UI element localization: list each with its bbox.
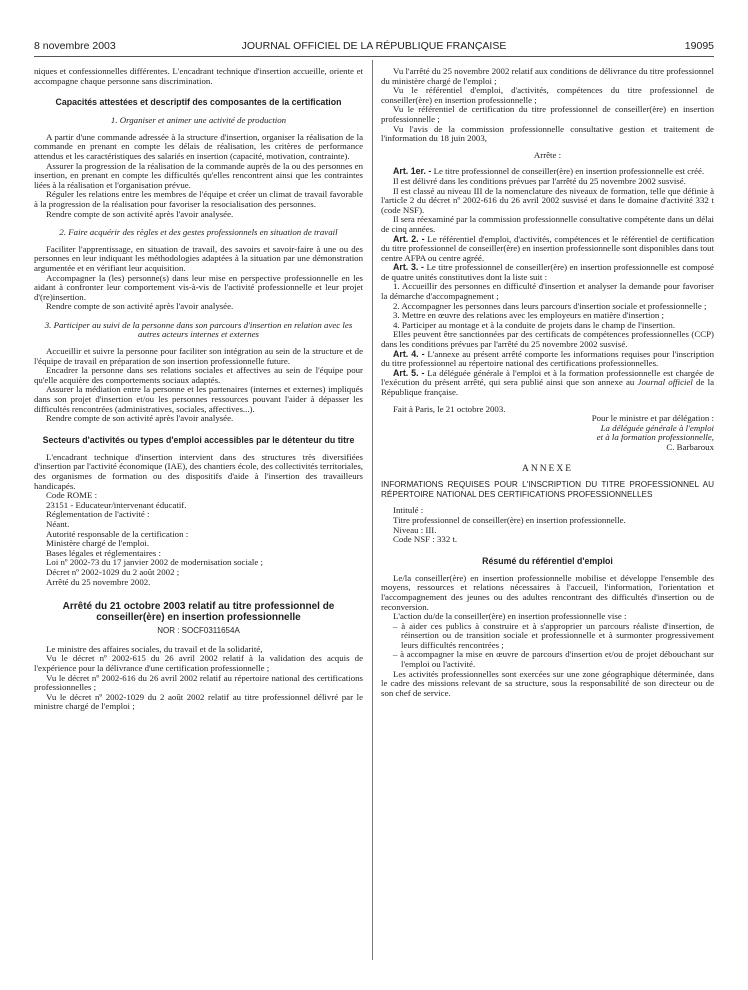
field-value: Niveau : III. xyxy=(393,524,437,535)
paragraph: Rendre compte de son activité après l'avoir analysée. xyxy=(46,413,234,424)
paragraph: Encadrer la personne dans ses relations sociales et affectives au sein de l'équipe pour qu'elle acquière des comportements sociaux adaptés. xyxy=(34,365,363,385)
paragraph: Rendre compte de son activité après l'avoir analysée. xyxy=(46,208,234,219)
paragraph: Faciliter l'apprentissage, en situation de travail, des savoirs et savoir-faire à une ou des personnes en leur indiquant les méthodologies adaptées à la situation par une démonstration argumentée et en vérifiant leur acquisition. xyxy=(34,243,363,273)
article-text: Le titre professionnel de conseiller(ère) en insertion professionnelle est créé. xyxy=(433,166,705,177)
journal-name: Journal officiel xyxy=(637,377,693,388)
nor-reference: NOR : SOCF0311654A xyxy=(157,626,240,636)
list-item: 2. Accompagner les personnes dans leurs parcours d'insertion sociale et professionnelle ; xyxy=(393,300,707,311)
paragraph: Il est délivré dans les conditions prévues par l'arrêté du 25 novembre 2002 susvisé. xyxy=(393,175,686,186)
header-rule xyxy=(34,56,714,57)
paragraph: Vu le décret nº 2002-1029 du 2 août 2002 relatif au titre professionnel délivré par le ministre chargé de l'emploi ; xyxy=(34,691,363,712)
paragraph: Il est classé au niveau III de la nomenclature des niveaux de formation, telle que définie à l'article 2 du décret nº 2002-616 du 26 avril 2002 susvisé et dans le domaine d'activité 332 t (code NSF). xyxy=(381,185,714,215)
paragraph: L'encadrant technique d'insertion intervient dans des structures très diversifiées d'insertion par l'activité économique (IAE), des chantiers école, des collectivités territoriales, des organismes de formation ou des dispositifs d'aide à l'insertion des travailleurs handicapés. xyxy=(34,451,363,491)
signatory-name: C. Barbaroux xyxy=(666,441,714,452)
field-label: Autorité responsable de la certification : xyxy=(46,528,189,539)
field-value: Loi nº 2002-73 du 17 janvier 2002 de modernisation sociale ; xyxy=(46,557,263,568)
date-line: Fait à Paris, le 21 octobre 2003. xyxy=(393,403,506,414)
field-label: Code ROME : xyxy=(46,490,98,501)
list-item: 3. Mettre en œuvre des relations avec les employeurs en matière d'insertion ; xyxy=(393,310,664,321)
article-label: Art. 1er. - xyxy=(393,166,432,177)
paragraph: Vu le référentiel de certification du titre professionnel de conseiller(ère) en insertion professionnelle ; xyxy=(381,104,714,124)
subsection-title: 3. Participer au suivi de la personne dans son parcours d'insertion en relation avec les autres acteurs internes et externes xyxy=(44,319,353,340)
paragraph: Elles peuvent être sanctionnées par des certificats de compétences professionnelles (CCP) dans les conditions prévues par l'arrêté du 25 novembre 2002 susvisé. xyxy=(381,329,714,350)
article-label: Art. 5. - xyxy=(393,367,425,378)
field-value: Titre professionnel de conseiller(ère) en insertion professionnelle. xyxy=(393,514,626,525)
list-item: – à aider ces publics à construire et à s'approprier un parcours réaliste d'insertion, de réinsertion ou de transition sociale et professionnelle et à surmonter progressivement leurs difficultés rencontrées ; xyxy=(393,620,714,650)
field-label: Intitulé : xyxy=(393,505,424,516)
paragraph: L'action du/de la conseiller(ère) en insertion professionnelle vise : xyxy=(393,611,627,622)
article-label: Art. 3. - xyxy=(393,262,424,273)
column-divider xyxy=(372,60,373,960)
header-journal-title: JOURNAL OFFICIEL DE LA RÉPUBLIQUE FRANÇAISE xyxy=(241,40,507,52)
paragraph: Assurer la médiation entre la personne et les partenaires (internes et externes) impliqués dans son projet d'insertion et/ou les personnes ressources pouvant l'aider à dépasser les difficultés rencontrées (administratives, sociales, affectives...). xyxy=(34,384,363,414)
subsection-title: 1. Organiser et animer une activité de production xyxy=(110,115,287,126)
field-value: 23151 - Educateur/intervenant éducatif. xyxy=(46,499,187,510)
paragraph: Vu l'arrêté du 25 novembre 2002 relatif aux conditions de délivrance du titre professionnel du ministère chargé de l'emploi ; xyxy=(381,66,714,86)
dash-list xyxy=(381,622,714,670)
field-value: Décret nº 2002-1029 du 2 août 2002 ; xyxy=(46,566,180,577)
arrete-label: Arrête : xyxy=(533,149,562,160)
signature-line: et à la formation professionnelle, xyxy=(596,432,714,443)
paragraph: niques et confessionnelles différentes. L'encadrant technique d'insertion accueille, oriente et accompagne chaque personne sans discrimination. xyxy=(34,66,363,86)
article-text: Le titre professionnel de conseiller(ère) en insertion professionnelle est composé de quatre unités constitutives dont la liste suit : xyxy=(381,262,714,282)
paragraph: Accompagner la (les) personne(s) dans leur mise en perspective professionnelle en les aidant à confronter leur comportement vis-à-vis de l'activité professionnelle et leur projet d'(re)insertion. xyxy=(34,272,363,302)
paragraph: Les activités professionnelles sont exercées sur une zone géographique déterminée, dans le cadre des missions relevant de sa structure, sous la responsabilité de son directeur ou de son chef de service. xyxy=(381,668,714,698)
signature-line: La déléguée générale à l'emploi xyxy=(600,422,714,433)
paragraph: Le/la conseiller(ère) en insertion professionnelle mobilise et développe l'ensemble des moyens, ressources et relations nécessaires à l'accueil, l'information, l'orientation et l'accompagnement des jeunes ou des adultes rencontrant des difficultés d'insertion ou de reconversion. xyxy=(381,572,714,612)
left-column xyxy=(34,67,363,712)
annex-title: INFORMATIONS REQUISES POUR L'INSCRIPTION DU TITRE PROFESSIONNEL AU RÉPERTOIRE NATIONAL DES CERTIFICATIONS PROFESSIONNELLES xyxy=(381,480,714,499)
subsection-title: 2. Faire acquérir des règles et des gestes professionnels en situation de travail xyxy=(59,227,338,238)
paragraph: Le ministre des affaires sociales, du travail et de la solidarité, xyxy=(46,643,263,654)
page-header xyxy=(34,40,714,54)
paragraph: Accueillir et suivre la personne pour faciliter son intégration au sein de la structure et de l'équipe de travail en préparation de son insertion professionnelle future. xyxy=(34,346,363,366)
paragraph: Vu le décret nº 2002-616 du 26 avril 2002 relatif au répertoire national des certifications professionnelles ; xyxy=(34,672,363,693)
section-heading: Capacités attestées et descriptif des composantes de la certification xyxy=(55,97,342,108)
field-label: Bases légales et réglementaires : xyxy=(46,547,161,558)
list-item: 4. Participer au montage et à la conduite de projets dans le champ de l'insertion. xyxy=(393,319,676,330)
annex-heading: ANNEXE xyxy=(521,463,574,474)
article-text: L'annexe au présent arrêté comporte les informations requises pour l'inscription du titre professionnel au répertoire national des certifications professionnelles. xyxy=(381,348,715,369)
paragraph: Assurer la progression de la réalisation de la commande auprès de la ou des personnes en insertion, en prenant en compte les difficultés qu'elles rencontrent ainsi que les contraintes liées à la réalisation et l'organisation prévue. xyxy=(34,160,363,190)
section-heading: Secteurs d'activités ou types d'emploi accessibles par le détenteur du titre xyxy=(42,434,355,445)
paragraph: Il sera réexaminé par la commission professionnelle consultative compétente dans un délai de cinq années. xyxy=(381,214,714,234)
article-text: Le référentiel d'emploi, d'activités, compétences et le référentiel de certification du titre professionnel de conseiller(ère) en insertion professionnelle sont disponibles dans tout centre AFPA ou centre agréé. xyxy=(381,233,714,263)
section-heading: Résumé du référentiel d'emploi xyxy=(482,555,613,566)
paragraph: A partir d'une commande adressée à la structure d'insertion, organiser la réalisation de la commande en prenant en compte les délais de réalisation, les critères de performance attendus et les caractéristiques des salariés en insertion (capacité, motivation, contrainte). xyxy=(34,131,363,161)
list-item: 1. Accueillir des personnes en difficulté d'insertion et analyser la demande pour favoriser la démarche d'accompagnement ; xyxy=(381,281,714,302)
right-column xyxy=(381,67,714,698)
article-label: Art. 2. - xyxy=(393,233,425,244)
article-text: La déléguée générale à l'emploi et à la formation professionnelle est chargée de l'exécution du présent arrêté, qui sera publié ainsi que son annexe au xyxy=(381,367,714,388)
paragraph: Vu le référentiel d'emploi, d'activités, compétences du titre professionnel de conseiller(ère) en insertion professionnelle ; xyxy=(381,85,714,105)
paragraph: Vu l'avis de la commission professionnelle consultative gestion et traitement de l'information du 18 juin 2003, xyxy=(381,123,714,144)
paragraph: Rendre compte de son activité après l'avoir analysée. xyxy=(46,301,234,312)
field-value: Néant. xyxy=(46,518,70,529)
paragraph: Vu le décret nº 2002-615 du 26 avril 2002 relatif à la validation des acquis de l'expérience pour la délivrance d'une certification professionnelle ; xyxy=(34,653,363,673)
list-item: – à accompagner la mise en œuvre de parcours d'insertion et/ou de projet débouchant sur l'emploi ou l'activité. xyxy=(393,649,714,670)
decree-title: Arrêté du 21 octobre 2003 relatif au titre professionnel de conseiller(ère) en insertion professionnelle xyxy=(62,601,335,624)
field-value: Arrêté du 25 novembre 2002. xyxy=(46,576,151,587)
signature-line: Pour le ministre et par délégation : xyxy=(591,413,714,424)
field-value: Ministère chargé de l'emploi. xyxy=(46,538,150,549)
article-label: Art. 4. - xyxy=(393,348,425,359)
header-date: 8 novembre 2003 xyxy=(34,40,116,52)
paragraph: Réguler les relations entre les membres de l'équipe et créer un climat de travail favorable à la progression de la réalisation pour favoriser la resocialisation des personnes. xyxy=(34,189,363,209)
field-label: Réglementation de l'activité : xyxy=(46,509,150,520)
header-page-number: 19095 xyxy=(684,40,714,52)
article-text: de la République française. xyxy=(381,377,715,397)
field-value: Code NSF : 332 t. xyxy=(393,534,458,545)
